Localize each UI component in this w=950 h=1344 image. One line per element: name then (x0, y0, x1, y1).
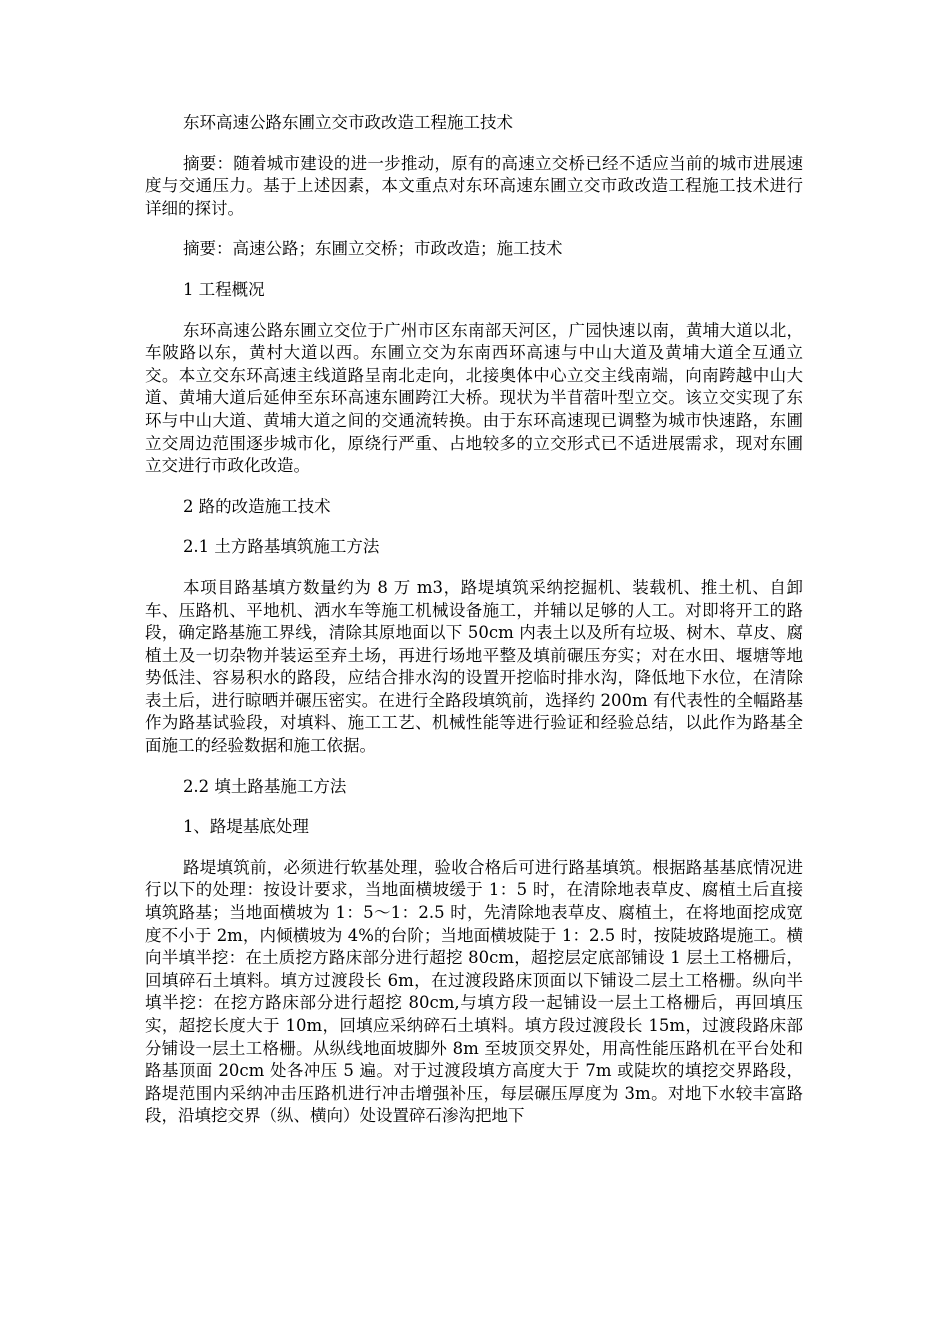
document-title: 东环高速公路东圃立交市政改造工程施工技术 (182, 113, 513, 132)
keywords-paragraph: 摘要：高速公路；东圃立交桥；市政改造；施工技术 (182, 239, 563, 259)
section-2-2-heading: 2.2 填土路基施工方法 (182, 776, 347, 796)
section-2-1-heading: 2.1 土方路基填筑施工方法 (182, 537, 380, 557)
section-2-heading: 2 路的改造施工技术 (182, 496, 331, 516)
document-body (145, 112, 803, 1146)
section-2-2-subheading-1: 1、路堤基底处理 (182, 817, 309, 837)
abstract-paragraph: 摘要：随着城市建设的进一步推动，原有的高速立交桥已经不适应当前的城市进展速度与交通压力。基于上述因素，本文重点对东环高速东圃立交市政改造工程施工技术进行详细的探讨。 (145, 153, 803, 218)
section-1-heading: 1 工程概况 (182, 279, 265, 299)
section-2-2-subheading-1-body: 路堤填筑前，必须进行软基处理，验收合格后可进行路基填筑。根据路基基底情况进行以下的处理：按设计要求，当地面横坡缓于 1：5 时，在清除地表草皮、腐植土后直接填筑路基；当地面横坡为 1：5～1：2.5 时，先清除地表草皮、腐植土，在将地面挖成宽度不小于 2m，内倾横坡为 4%的台阶；当地面横坡陡于 1：2.5 时，按陡坡路堤施工。横向半填半挖：在土质挖方路床部分进行超挖 80cm，超挖层定底部铺设 1 层土工格栅后，回填碎石土填料。填方过渡段长 6m，在过渡段路床顶面以下铺设二层土工格栅。纵向半填半挖：在挖方路床部分进行超挖 80cm,与填方段一起铺设一层土工格栅后，再回填压实，超挖长度大于 10m，回填应采纳碎石土填料。填方段过渡段长 15m，过渡段路床部分铺设一层土工格栅。从纵线地面坡脚外 8m 至坡顶交界处，用高性能压路机在平台处和路基顶面 20cm 处各冲压 5 遍。对于过渡段填方高度大于 7m 或陡坎的填挖交界路段，路堤范围内采纳冲击压路机进行冲击增强补压，每层碾压厚度为 3m。对地下水较丰富路段，沿填挖交界（纵、横向）处设置碎石渗沟把地下 (145, 857, 803, 1126)
section-1-body: 东环高速公路东圃立交位于广州市区东南部天河区，广园快速以南，黄埔大道以北，车陂路以东，黄村大道以西。东圃立交为东南西环高速与中山大道及黄埔大道全互通立交。本立交东环高速主线道路呈南北走向，北接奥体中心立交主线南端，向南跨越中山大道、黄埔大道后延伸至东环高速东圃跨江大桥。现状为半苜蓿叶型立交。该立交实现了东环与中山大道、黄埔大道之间的交通流转换。由于东环高速现已调整为城市快速路，东圃立交周边范围逐步城市化，原绕行严重、占地较多的立交形式已不适进展需求，现对东圃立交进行市政化改造。 (145, 320, 803, 476)
section-2-1-body: 本项目路基填方数量约为 8 万 m3，路堤填筑采纳挖掘机、装载机、推土机、自卸车、压路机、平地机、洒水车等施工机械设备施工，并辅以足够的人工。对即将开工的路段，确定路基施工界线，清除其原地面以下 50cm 内表土以及所有垃圾、树木、草皮、腐植土及一切杂物并装运至弃土场，再进行场地平整及填前碾压夯实；对在水田、堰塘等地势低洼、容易积水的路段，应结合排水沟的设置开挖临时排水沟，降低地下水位，在清除表土后，进行晾晒并碾压密实。在进行全路段填筑前，选择约 200m 有代表性的全幅路基作为路基试验段，对填料、施工工艺、机械性能等进行验证和经验总结，以此作为路基全面施工的经验数据和施工依据。 (145, 577, 803, 756)
